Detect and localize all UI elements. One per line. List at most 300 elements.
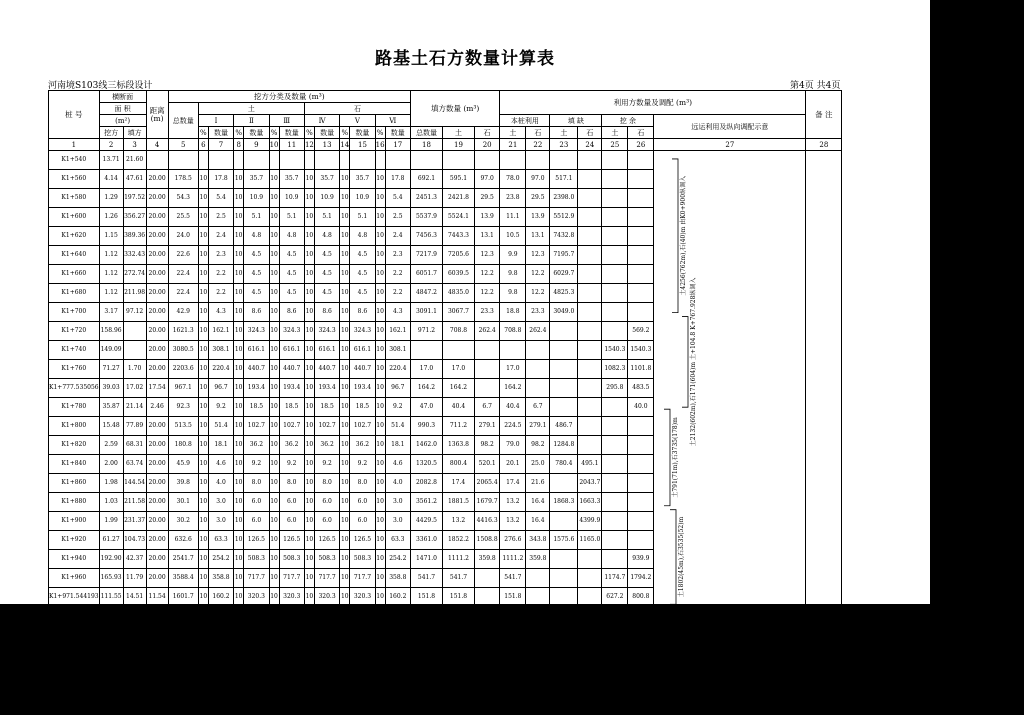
subtotal-total: 17562: [168, 683, 198, 699]
segment-pct: 10: [198, 360, 208, 379]
segment-pct: 10: [304, 284, 314, 303]
station-fill-area: 11.79: [123, 569, 146, 588]
blank-cell: [123, 626, 146, 645]
segment-pct: 10: [375, 398, 385, 417]
station-stake: K1+920: [49, 531, 100, 550]
segment-gsoil: [550, 341, 578, 360]
segment-pct: 10: [340, 550, 350, 569]
segment-pct: 10: [234, 322, 244, 341]
station-fill-area: 14.51: [123, 588, 146, 607]
segment-pct: 10: [198, 303, 208, 322]
transfer-bracket: [682, 317, 688, 408]
segment-gstone: 1663.3: [578, 493, 602, 512]
segment-gsoil: 517.1: [550, 170, 578, 189]
segment-pct: 10: [269, 436, 279, 455]
blank-cell: [350, 151, 375, 170]
segment-lsoil: 23.8: [500, 189, 526, 208]
segment-distance: 20.00: [146, 550, 168, 569]
header-distance-label: 距离: [149, 105, 165, 115]
segment-gsoil: 5512.9: [550, 208, 578, 227]
segment-pct: 10: [304, 588, 314, 607]
segment-c6: 358.8: [385, 569, 410, 588]
blank-cell: [410, 645, 442, 664]
segment-total: 39.8: [168, 474, 198, 493]
segment-pct: 10: [234, 417, 244, 436]
segment-fstone: 13.9: [474, 208, 499, 227]
segment-c1: 63.3: [208, 531, 233, 550]
blank-cell: [279, 151, 304, 170]
segment-distance: 20.00: [146, 208, 168, 227]
segment-pct: 10: [304, 246, 314, 265]
blank-cell: [500, 664, 526, 683]
segment-lsoil: 9.8: [500, 284, 526, 303]
segment-gsoil: 1868.3: [550, 493, 578, 512]
segment-c2: 18.5: [244, 398, 269, 417]
segment-ftot: 5537.9: [410, 208, 442, 227]
blank-cell: [526, 664, 550, 683]
station-stake: K1+700: [49, 303, 100, 322]
header-qty: 数量: [208, 127, 233, 139]
segment-pct: 10: [340, 512, 350, 531]
segment-c3: 6.0: [279, 493, 304, 512]
blank-cell: [410, 626, 442, 645]
segment-ftot: 3361.0: [410, 531, 442, 550]
segment-pct: 10: [269, 569, 279, 588]
grand-total-ssoil: 87134: [602, 699, 628, 715]
header-fill-soil: 土: [442, 127, 474, 139]
segment-fsoil: 1881.5: [442, 493, 474, 512]
segment-c6: 4.3: [385, 303, 410, 322]
segment-c1: 358.8: [208, 569, 233, 588]
subtotal-ftot: 57917: [410, 683, 442, 699]
segment-sstone: [628, 303, 654, 322]
segment-sstone: [628, 208, 654, 227]
grand-total-lstone: 1781: [526, 699, 550, 715]
blank-cell: [602, 151, 628, 170]
subtotal-gsoil: 42956: [550, 683, 578, 699]
station-fill-area: 63.74: [123, 455, 146, 474]
header-class-1: Ⅰ: [198, 115, 233, 127]
segment-pct: 10: [340, 398, 350, 417]
segment-pct: 10: [304, 227, 314, 246]
segment-c3: 18.5: [279, 398, 304, 417]
segment-pct: 10: [304, 170, 314, 189]
grand-total-sstone: 90789: [628, 699, 654, 715]
segment-c4: 5.1: [314, 208, 339, 227]
blank-cell: [550, 645, 578, 664]
blank-cell: [602, 607, 628, 626]
segment-pct: 10: [375, 360, 385, 379]
segment-ssoil: [602, 417, 628, 436]
header-excavation: 挖方分类及数量 (m³): [168, 91, 410, 103]
blank-cell: [340, 664, 350, 683]
segment-pct: 10: [269, 417, 279, 436]
segment-gstone: 1165.0: [578, 531, 602, 550]
segment-sstone: [628, 227, 654, 246]
segment-ssoil: [602, 265, 628, 284]
segment-c1: 3.0: [208, 512, 233, 531]
segment-lstone: 13.1: [526, 227, 550, 246]
grand-total-label: 合 计: [49, 699, 169, 715]
header-area-unit: (m²): [99, 115, 146, 127]
blank-cell: [442, 607, 474, 626]
segment-ftot: 971.2: [410, 322, 442, 341]
segment-c4: 126.5: [314, 531, 339, 550]
segment-c3: 126.5: [279, 531, 304, 550]
segment-lstone: 6.7: [526, 398, 550, 417]
station-stake: K1+820: [49, 436, 100, 455]
segment-c3: 102.7: [279, 417, 304, 436]
blank-cell: [208, 626, 233, 645]
segment-pct: 10: [340, 246, 350, 265]
segment-distance: 20.00: [146, 360, 168, 379]
station-cut-area: 39.03: [99, 379, 123, 398]
header-area-label: 面 积: [99, 103, 146, 115]
segment-pct: 10: [269, 588, 279, 607]
blank-cell: [340, 151, 350, 170]
segment-ftot: 7456.3: [410, 227, 442, 246]
segment-pct: 10: [304, 569, 314, 588]
header-qty: 数量: [350, 127, 375, 139]
segment-ssoil: [602, 550, 628, 569]
segment-gstone: [578, 436, 602, 455]
column-number: 20: [474, 139, 499, 151]
segment-c2: 320.3: [244, 588, 269, 607]
blank-cell: [550, 151, 578, 170]
segment-fstone: 12.3: [474, 246, 499, 265]
header-cut: 挖方: [99, 127, 123, 139]
grand-total-total: 184856: [168, 699, 198, 715]
subtotal-c4: 3512: [314, 683, 339, 699]
segment-c2: 4.5: [244, 265, 269, 284]
header-stake: 桩 号: [49, 91, 100, 139]
station-fill-area: 42.37: [123, 550, 146, 569]
segment-pct: 10: [304, 379, 314, 398]
segment-fstone: [474, 379, 499, 398]
column-number: 16: [375, 140, 385, 149]
segment-pct: 10: [198, 284, 208, 303]
segment-gstone: [578, 550, 602, 569]
blank-cell: [340, 699, 350, 715]
segment-pct: 10: [234, 455, 244, 474]
blank-cell: [410, 151, 442, 170]
segment-total: 25.5: [168, 208, 198, 227]
segment-total: 1601.7: [168, 588, 198, 607]
blank-cell: [550, 607, 578, 626]
segment-pct: 10: [375, 474, 385, 493]
column-number: 25: [602, 139, 628, 151]
station-stake: K1+680: [49, 284, 100, 303]
segment-total: 42.9: [168, 303, 198, 322]
grand-total-c5: 36971: [350, 699, 375, 715]
segment-c5: 440.7: [350, 360, 375, 379]
column-number: 21: [500, 139, 526, 151]
segment-ssoil: [602, 474, 628, 493]
station-fill-area: 356.27: [123, 208, 146, 227]
segment-pct: 10: [198, 531, 208, 550]
segment-distance: 20.00: [146, 436, 168, 455]
subtotal-lstone: 1643: [526, 683, 550, 699]
segment-fsoil: [442, 341, 474, 360]
segment-pct: 10: [340, 474, 350, 493]
station-fill-area: 231.37: [123, 512, 146, 531]
station-fill-area: 97.12: [123, 303, 146, 322]
segment-pct: 10: [340, 322, 350, 341]
segment-lsoil: 17.4: [500, 474, 526, 493]
station-fill-area: 272.74: [123, 265, 146, 284]
segment-pct: 10: [304, 360, 314, 379]
station-fill-area: 211.58: [123, 493, 146, 512]
segment-pct: 10: [340, 341, 350, 360]
segment-c1: 17.8: [208, 170, 233, 189]
header-use-soil: 土: [550, 127, 578, 139]
blank-cell: [279, 607, 304, 626]
header-fill: 填方数量 (m³): [410, 91, 499, 127]
blank-cell: [375, 664, 385, 683]
segment-c3: 4.5: [279, 265, 304, 284]
segment-lstone: 359.8: [526, 550, 550, 569]
column-number: 22: [526, 139, 550, 151]
segment-c4: 4.5: [314, 265, 339, 284]
segment-c1: 2.2: [208, 284, 233, 303]
segment-fstone: 13.1: [474, 227, 499, 246]
segment-distance: 20.00: [146, 303, 168, 322]
segment-c1: 9.2: [208, 398, 233, 417]
segment-fsoil: 4835.0: [442, 284, 474, 303]
station-stake: K1+760: [49, 360, 100, 379]
segment-c5: 4.5: [350, 246, 375, 265]
grand-total-c3: 36971: [279, 699, 304, 715]
segment-ftot: 7217.9: [410, 246, 442, 265]
blank-cell: [304, 664, 314, 683]
blank-cell: [168, 645, 198, 664]
segment-distance: 20.00: [146, 493, 168, 512]
blank-cell: [304, 683, 314, 699]
header-fill-total: 总数量: [410, 127, 442, 139]
segment-pct: 10: [234, 189, 244, 208]
segment-pct: 10: [198, 493, 208, 512]
station-cut-area: 111.55: [99, 588, 123, 607]
blank-cell: [526, 151, 550, 170]
subtotal-c1: 1756: [208, 683, 233, 699]
station-cut-area: 3.17: [99, 303, 123, 322]
segment-lsoil: 13.2: [500, 493, 526, 512]
segment-distance: 20.00: [146, 417, 168, 436]
segment-ftot: 692.1: [410, 170, 442, 189]
station-stake: K1+860: [49, 474, 100, 493]
segment-gstone: [578, 417, 602, 436]
header-local-use: 本桩利用: [500, 115, 550, 127]
segment-sstone: [628, 493, 654, 512]
column-number: 6: [198, 139, 208, 151]
segment-c6: 2.2: [385, 265, 410, 284]
transfer-diagram: [654, 151, 806, 683]
header-section-area: 横断面: [99, 91, 146, 103]
segment-gstone: 4399.9: [578, 512, 602, 531]
segment-c5: 616.1: [350, 341, 375, 360]
segment-c4: 6.0: [314, 493, 339, 512]
station-fill-area: 389.36: [123, 227, 146, 246]
segment-c2: 36.2: [244, 436, 269, 455]
segment-pct: 10: [198, 246, 208, 265]
segment-pct: 10: [375, 227, 385, 246]
segment-sstone: [628, 246, 654, 265]
header-fill-short: 填 缺: [550, 115, 602, 127]
segment-c4: 10.9: [314, 189, 339, 208]
segment-lsoil: 9.9: [500, 246, 526, 265]
segment-fsoil: 541.7: [442, 569, 474, 588]
segment-total: 180.8: [168, 436, 198, 455]
segment-c3: 8.6: [279, 303, 304, 322]
column-number: 8: [234, 139, 244, 151]
segment-c1: 4.0: [208, 474, 233, 493]
segment-fstone: 1679.7: [474, 493, 499, 512]
station-stake: K1+660: [49, 265, 100, 284]
segment-lsoil: 40.4: [500, 398, 526, 417]
column-number: 10: [269, 140, 279, 149]
station-fill-area: 144.54: [123, 474, 146, 493]
segment-lsoil: 224.5: [500, 417, 526, 436]
segment-c3: 5.1: [279, 208, 304, 227]
segment-pct: 10: [375, 322, 385, 341]
segment-fsoil: 164.2: [442, 379, 474, 398]
segment-c1: 96.7: [208, 379, 233, 398]
segment-c5: 4.8: [350, 227, 375, 246]
station-stake: K1+840: [49, 455, 100, 474]
transfer-label: 土2132(602m),石171(604)m 土+104.8 K+767.928纵调入: [690, 277, 698, 447]
transfer-label: 土791(71m),石3735(178)m: [672, 417, 680, 498]
segment-fsoil: 5524.1: [442, 208, 474, 227]
segment-c2: 10.9: [244, 189, 269, 208]
segment-c3: 36.2: [279, 436, 304, 455]
segment-lstone: [526, 588, 550, 607]
segment-c1: 254.2: [208, 550, 233, 569]
segment-c5: 36.2: [350, 436, 375, 455]
header-class-3: Ⅲ: [269, 115, 304, 127]
segment-total: 2541.7: [168, 550, 198, 569]
segment-pct: 10: [269, 246, 279, 265]
segment-c5: 324.3: [350, 322, 375, 341]
segment-lstone: [526, 360, 550, 379]
station-cut-area: 71.27: [99, 360, 123, 379]
segment-pct: 10: [375, 455, 385, 474]
blank-cell: [146, 151, 168, 170]
header-qty: 数量: [385, 127, 410, 139]
segment-pct: 10: [198, 569, 208, 588]
segment-fsoil: 1852.2: [442, 531, 474, 550]
segment-c6: 4.6: [385, 455, 410, 474]
grand-total-c1: 18486: [208, 699, 233, 715]
segment-fstone: [474, 341, 499, 360]
transfer-bracket: [672, 159, 678, 313]
segment-c2: 8.0: [244, 474, 269, 493]
segment-pct: 10: [198, 455, 208, 474]
segment-pct: 10: [375, 189, 385, 208]
segment-gsoil: [550, 398, 578, 417]
segment-gstone: [578, 303, 602, 322]
segment-c4: 36.2: [314, 436, 339, 455]
header-use-stone: 石: [578, 127, 602, 139]
segment-pct: 10: [269, 227, 279, 246]
blank-cell: [269, 683, 279, 699]
segment-c3: 508.3: [279, 550, 304, 569]
grand-total-c6: 18486: [385, 699, 410, 715]
segment-ftot: 3091.1: [410, 303, 442, 322]
segment-total: 30.2: [168, 512, 198, 531]
blank-cell: [500, 626, 526, 645]
header-diagram: 远运利用及纵向调配示意: [654, 115, 806, 139]
subtotal-ssoil: 4720: [602, 683, 628, 699]
segment-gstone: [578, 322, 602, 341]
segment-ftot: 4847.2: [410, 284, 442, 303]
segment-pct: 10: [234, 170, 244, 189]
segment-sstone: [628, 265, 654, 284]
segment-pct: 10: [340, 436, 350, 455]
segment-pct: 10: [234, 208, 244, 227]
station-fill-area: 197.52: [123, 189, 146, 208]
segment-c3: 616.1: [279, 341, 304, 360]
segment-pct: 10: [304, 189, 314, 208]
station-fill-area: 68.31: [123, 436, 146, 455]
segment-sstone: [628, 512, 654, 531]
header-use: 利用方数量及调配 (m³): [500, 91, 806, 115]
header-pct: %: [270, 128, 278, 137]
segment-total: 3588.4: [168, 569, 198, 588]
station-stake: K1+540: [49, 151, 100, 170]
segment-lsoil: 151.8: [500, 588, 526, 607]
column-number: 27: [654, 139, 806, 151]
segment-c2: 4.8: [244, 227, 269, 246]
column-number: 23: [550, 139, 578, 151]
blank-cell: [269, 645, 279, 664]
segment-lstone: 16.4: [526, 493, 550, 512]
segment-c3: 440.7: [279, 360, 304, 379]
segment-pct: 10: [375, 170, 385, 189]
blank-cell: [578, 626, 602, 645]
column-number: 14: [340, 140, 350, 149]
blank-cell: [442, 151, 474, 170]
segment-distance: 20.00: [146, 170, 168, 189]
segment-fsoil: 7205.6: [442, 246, 474, 265]
segment-gstone: [578, 341, 602, 360]
segment-pct: 10: [234, 398, 244, 417]
blank-cell: [578, 607, 602, 626]
segment-gsoil: 7195.7: [550, 246, 578, 265]
blank-cell: [146, 626, 168, 645]
segment-c5: 4.5: [350, 265, 375, 284]
segment-c5: 5.1: [350, 208, 375, 227]
segment-c2: 8.6: [244, 303, 269, 322]
header-qty: 数量: [244, 127, 269, 139]
segment-lstone: 262.4: [526, 322, 550, 341]
segment-gsoil: 486.7: [550, 417, 578, 436]
blank-cell: [168, 607, 198, 626]
segment-c3: 6.0: [279, 512, 304, 531]
segment-lsoil: 1111.2: [500, 550, 526, 569]
segment-distance: 20.00: [146, 227, 168, 246]
segment-c2: 508.3: [244, 550, 269, 569]
segment-c3: 193.4: [279, 379, 304, 398]
segment-total: 30.1: [168, 493, 198, 512]
segment-ssoil: [602, 531, 628, 550]
segment-fstone: 29.5: [474, 189, 499, 208]
blank-cell: [340, 645, 350, 664]
segment-c1: 308.1: [208, 341, 233, 360]
segment-pct: 10: [269, 550, 279, 569]
segment-c6: 2.3: [385, 246, 410, 265]
segment-pct: 10: [304, 493, 314, 512]
segment-pct: 10: [234, 360, 244, 379]
